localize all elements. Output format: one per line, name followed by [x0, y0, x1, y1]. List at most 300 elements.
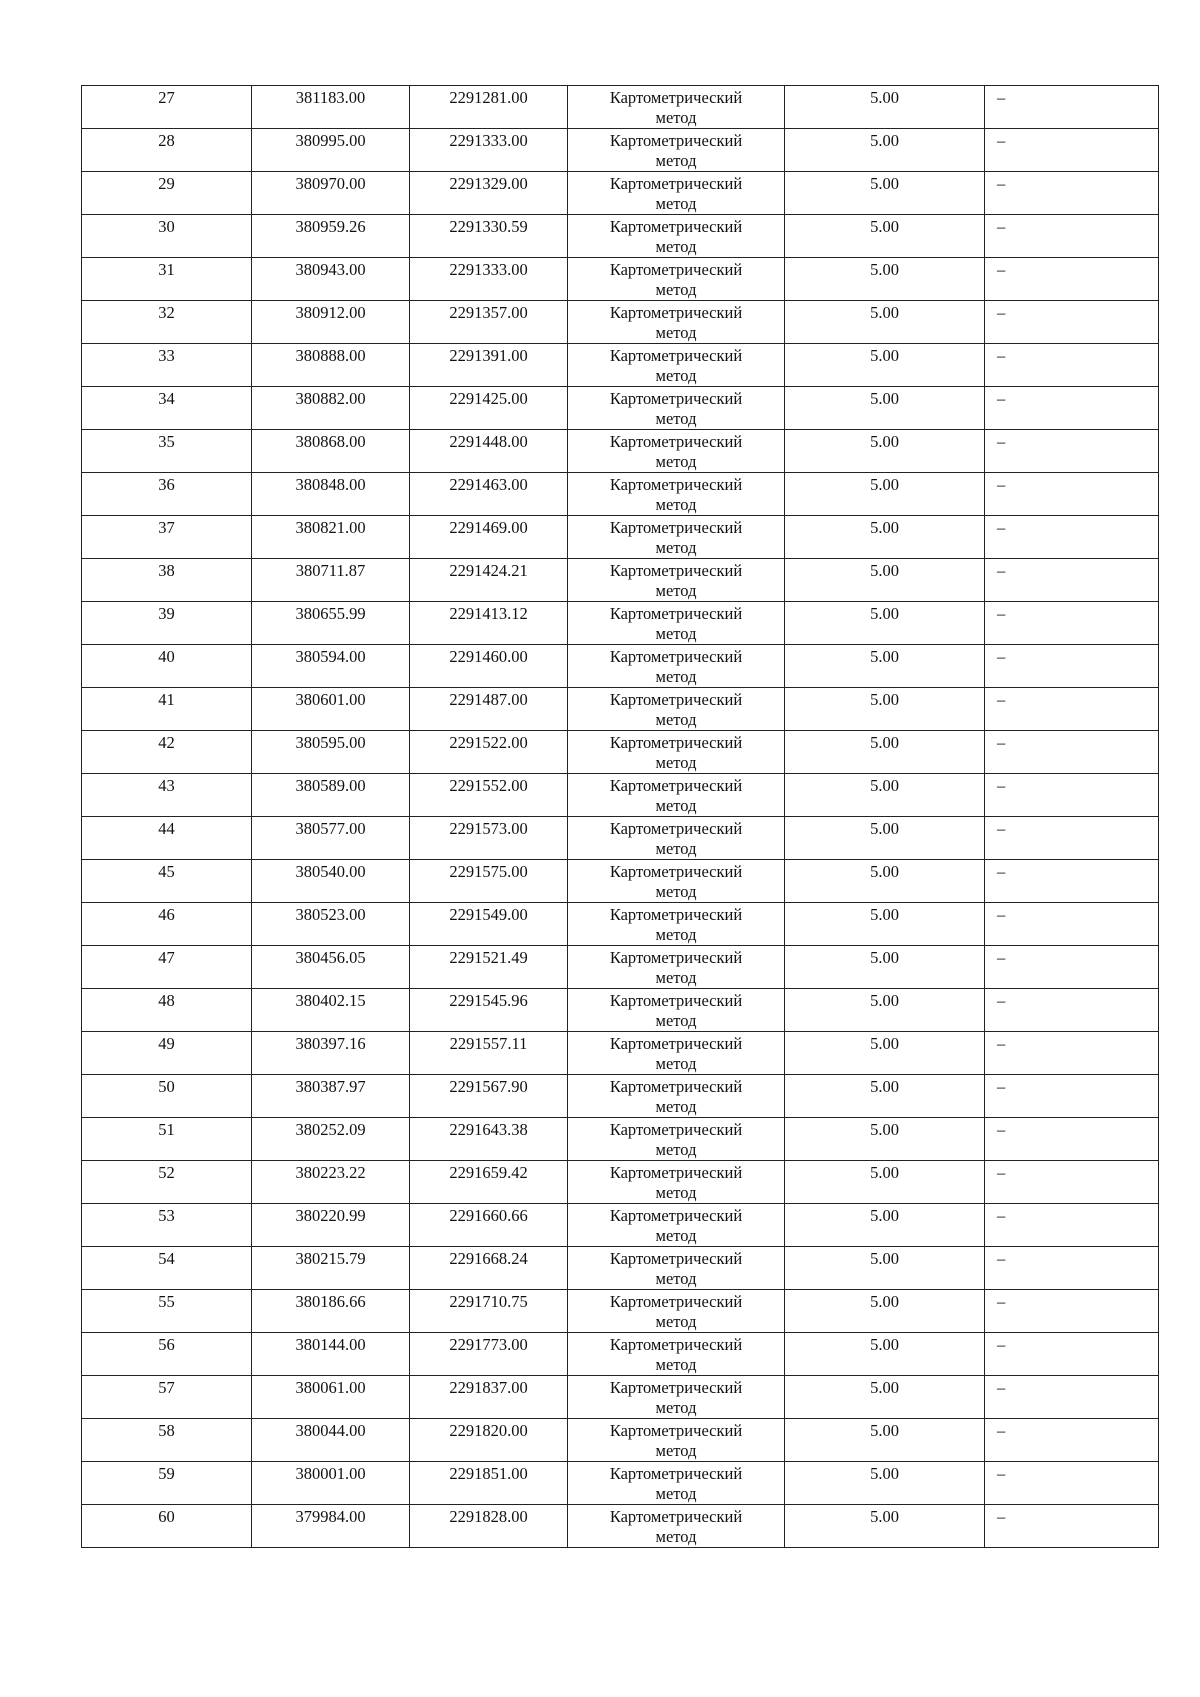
accuracy-cell	[785, 989, 985, 1032]
note-cell-value: –	[997, 991, 1006, 1010]
method-cell	[568, 559, 785, 602]
coord-x-cell-value: 380456.05	[295, 948, 366, 967]
coord-x-cell-value: 380223.22	[295, 1163, 366, 1182]
method-line: Картометрический	[609, 1507, 743, 1526]
accuracy-cell	[785, 1075, 985, 1118]
point-number-cell-value: 48	[158, 991, 175, 1010]
note-cell	[985, 516, 1159, 559]
coord-y-cell-value: 2291460.00	[449, 647, 528, 666]
coord-y-cell-value: 2291567.90	[449, 1077, 528, 1096]
coordinates-table	[81, 85, 1159, 1548]
method-line: метод	[655, 108, 697, 127]
method-cell	[568, 1376, 785, 1419]
coord-y-cell-value: 2291837.00	[449, 1378, 528, 1397]
accuracy-cell-value: 5.00	[870, 432, 899, 451]
method-cell	[568, 344, 785, 387]
method-line: Картометрический	[609, 647, 743, 666]
method-line: метод	[655, 194, 697, 213]
method-value	[568, 774, 784, 816]
coord-y-cell	[410, 817, 568, 860]
note-cell	[985, 1419, 1159, 1462]
note-cell	[985, 1075, 1159, 1118]
coord-y-cell	[410, 559, 568, 602]
coord-y-cell	[410, 688, 568, 731]
method-value	[568, 301, 784, 343]
point-number-cell-value: 33	[158, 346, 175, 365]
point-number-cell-value: 45	[158, 862, 175, 881]
coord-y-cell-value: 2291281.00	[449, 88, 528, 107]
coord-x-cell	[252, 430, 410, 473]
method-line: Картометрический	[609, 1421, 743, 1440]
method-value	[568, 430, 784, 472]
coord-y-cell	[410, 258, 568, 301]
method-value	[568, 387, 784, 429]
coord-y-cell	[410, 473, 568, 516]
coord-y-cell-value: 2291333.00	[449, 131, 528, 150]
method-cell	[568, 516, 785, 559]
accuracy-cell	[785, 86, 985, 129]
method-cell	[568, 860, 785, 903]
coord-x-cell-value: 380882.00	[295, 389, 366, 408]
note-cell	[985, 946, 1159, 989]
note-cell	[985, 903, 1159, 946]
method-line: Картометрический	[609, 561, 743, 580]
method-line: метод	[655, 495, 697, 514]
note-cell	[985, 1376, 1159, 1419]
note-cell-value: –	[997, 776, 1006, 795]
table-row	[82, 645, 1159, 688]
coord-x-cell-value: 380387.97	[295, 1077, 366, 1096]
coord-y-cell	[410, 946, 568, 989]
point-number-cell-value: 27	[158, 88, 175, 107]
note-cell-value: –	[997, 1421, 1006, 1440]
method-cell	[568, 215, 785, 258]
note-cell	[985, 129, 1159, 172]
note-cell	[985, 215, 1159, 258]
accuracy-cell	[785, 1376, 985, 1419]
accuracy-cell	[785, 1333, 985, 1376]
point-number-cell-value: 28	[158, 131, 175, 150]
table-row	[82, 989, 1159, 1032]
method-line: метод	[655, 882, 697, 901]
table-row	[82, 86, 1159, 129]
accuracy-cell	[785, 1505, 985, 1548]
note-cell-value: –	[997, 690, 1006, 709]
coord-y-cell	[410, 387, 568, 430]
accuracy-cell	[785, 1161, 985, 1204]
table-row	[82, 387, 1159, 430]
coord-y-cell	[410, 1161, 568, 1204]
method-line: Картометрический	[609, 1206, 743, 1225]
method-line: метод	[655, 581, 697, 600]
point-number-cell-value: 31	[158, 260, 175, 279]
coord-y-cell	[410, 1462, 568, 1505]
coord-y-cell-value: 2291659.42	[449, 1163, 528, 1182]
accuracy-cell	[785, 473, 985, 516]
coord-y-cell-value: 2291851.00	[449, 1464, 528, 1483]
accuracy-cell-value: 5.00	[870, 604, 899, 623]
method-line: метод	[655, 839, 697, 858]
accuracy-cell-value: 5.00	[870, 1464, 899, 1483]
accuracy-cell	[785, 817, 985, 860]
table-row	[82, 1462, 1159, 1505]
point-number-cell	[82, 1118, 252, 1161]
point-number-cell	[82, 129, 252, 172]
coord-x-cell-value: 380959.26	[295, 217, 366, 236]
method-value	[568, 602, 784, 644]
coord-x-cell	[252, 1161, 410, 1204]
method-line: метод	[655, 237, 697, 256]
method-line: Картометрический	[609, 389, 743, 408]
coord-x-cell-value: 380970.00	[295, 174, 366, 193]
note-cell	[985, 602, 1159, 645]
coord-x-cell	[252, 1376, 410, 1419]
note-cell-value: –	[997, 1335, 1006, 1354]
coord-y-cell-value: 2291545.96	[449, 991, 528, 1010]
note-cell-value: –	[997, 303, 1006, 322]
coord-x-cell	[252, 1333, 410, 1376]
coord-y-cell-value: 2291668.24	[449, 1249, 528, 1268]
accuracy-cell-value: 5.00	[870, 733, 899, 752]
accuracy-cell-value: 5.00	[870, 1378, 899, 1397]
table-row	[82, 688, 1159, 731]
method-line: метод	[655, 1226, 697, 1245]
coord-y-cell	[410, 903, 568, 946]
accuracy-cell-value: 5.00	[870, 1206, 899, 1225]
point-number-cell	[82, 1204, 252, 1247]
accuracy-cell-value: 5.00	[870, 303, 899, 322]
method-cell	[568, 1505, 785, 1548]
coord-x-cell	[252, 344, 410, 387]
coord-y-cell-value: 2291575.00	[449, 862, 528, 881]
coord-x-cell-value: 380848.00	[295, 475, 366, 494]
point-number-cell	[82, 387, 252, 430]
table-row	[82, 1247, 1159, 1290]
note-cell	[985, 1204, 1159, 1247]
accuracy-cell-value: 5.00	[870, 991, 899, 1010]
accuracy-cell	[785, 946, 985, 989]
method-value	[568, 86, 784, 128]
point-number-cell-value: 57	[158, 1378, 175, 1397]
note-cell-value: –	[997, 131, 1006, 150]
method-cell	[568, 1204, 785, 1247]
method-line: метод	[655, 366, 697, 385]
note-cell-value: –	[997, 819, 1006, 838]
method-value	[568, 473, 784, 515]
method-line: Картометрический	[609, 948, 743, 967]
accuracy-cell-value: 5.00	[870, 561, 899, 580]
accuracy-cell	[785, 1419, 985, 1462]
method-cell	[568, 602, 785, 645]
method-value	[568, 817, 784, 859]
coord-x-cell	[252, 946, 410, 989]
note-cell-value: –	[997, 561, 1006, 580]
note-cell	[985, 817, 1159, 860]
coord-x-cell-value: 380589.00	[295, 776, 366, 795]
coord-y-cell-value: 2291469.00	[449, 518, 528, 537]
method-cell	[568, 1290, 785, 1333]
table-row	[82, 301, 1159, 344]
note-cell-value: –	[997, 346, 1006, 365]
coord-x-cell-value: 380868.00	[295, 432, 366, 451]
method-value	[568, 172, 784, 214]
point-number-cell-value: 38	[158, 561, 175, 580]
note-cell	[985, 1505, 1159, 1548]
method-line: метод	[655, 1269, 697, 1288]
method-line: Картометрический	[609, 174, 743, 193]
coord-x-cell	[252, 1419, 410, 1462]
table-row	[82, 1075, 1159, 1118]
method-line: метод	[655, 280, 697, 299]
method-value	[568, 129, 784, 171]
coord-x-cell	[252, 387, 410, 430]
coord-y-cell-value: 2291391.00	[449, 346, 528, 365]
note-cell-value: –	[997, 1163, 1006, 1182]
method-cell	[568, 1032, 785, 1075]
point-number-cell	[82, 516, 252, 559]
point-number-cell	[82, 645, 252, 688]
note-cell-value: –	[997, 174, 1006, 193]
coord-y-cell	[410, 344, 568, 387]
accuracy-cell-value: 5.00	[870, 905, 899, 924]
method-cell	[568, 946, 785, 989]
table-row	[82, 731, 1159, 774]
coord-x-cell	[252, 1290, 410, 1333]
point-number-cell	[82, 1462, 252, 1505]
method-value	[568, 1247, 784, 1289]
coord-y-cell	[410, 215, 568, 258]
coord-x-cell-value: 380577.00	[295, 819, 366, 838]
method-value	[568, 1075, 784, 1117]
method-line: метод	[655, 1183, 697, 1202]
coord-y-cell	[410, 172, 568, 215]
method-line: Картометрический	[609, 862, 743, 881]
accuracy-cell	[785, 1118, 985, 1161]
method-line: метод	[655, 1398, 697, 1417]
coord-x-cell	[252, 172, 410, 215]
table-row	[82, 1161, 1159, 1204]
accuracy-cell	[785, 602, 985, 645]
accuracy-cell-value: 5.00	[870, 389, 899, 408]
coord-y-cell	[410, 1290, 568, 1333]
note-cell-value: –	[997, 88, 1006, 107]
note-cell-value: –	[997, 905, 1006, 924]
method-value	[568, 215, 784, 257]
coord-y-cell	[410, 1075, 568, 1118]
method-cell	[568, 1118, 785, 1161]
method-cell	[568, 301, 785, 344]
coord-x-cell-value: 380995.00	[295, 131, 366, 150]
coord-y-cell-value: 2291448.00	[449, 432, 528, 451]
coord-x-cell	[252, 989, 410, 1032]
note-cell	[985, 1161, 1159, 1204]
method-cell	[568, 86, 785, 129]
note-cell	[985, 1032, 1159, 1075]
note-cell-value: –	[997, 260, 1006, 279]
accuracy-cell	[785, 344, 985, 387]
point-number-cell-value: 40	[158, 647, 175, 666]
note-cell-value: –	[997, 1206, 1006, 1225]
table-row	[82, 1505, 1159, 1548]
point-number-cell-value: 37	[158, 518, 175, 537]
table-row	[82, 903, 1159, 946]
note-cell	[985, 559, 1159, 602]
accuracy-cell-value: 5.00	[870, 260, 899, 279]
coord-y-cell	[410, 1032, 568, 1075]
note-cell-value: –	[997, 1249, 1006, 1268]
coord-y-cell-value: 2291425.00	[449, 389, 528, 408]
table-row	[82, 129, 1159, 172]
accuracy-cell-value: 5.00	[870, 88, 899, 107]
coord-x-cell	[252, 860, 410, 903]
method-line: Картометрический	[609, 260, 743, 279]
method-value	[568, 1290, 784, 1332]
method-line: Картометрический	[609, 1034, 743, 1053]
method-line: Картометрический	[609, 733, 743, 752]
point-number-cell-value: 60	[158, 1507, 175, 1526]
coord-x-cell-value: 380220.99	[295, 1206, 366, 1225]
coord-y-cell	[410, 1247, 568, 1290]
point-number-cell-value: 55	[158, 1292, 175, 1311]
method-cell	[568, 387, 785, 430]
method-cell	[568, 645, 785, 688]
method-line: метод	[655, 1054, 697, 1073]
coord-x-cell	[252, 301, 410, 344]
table-row	[82, 1032, 1159, 1075]
point-number-cell	[82, 301, 252, 344]
coord-x-cell-value: 380523.00	[295, 905, 366, 924]
coord-x-cell-value: 380540.00	[295, 862, 366, 881]
coord-y-cell-value: 2291552.00	[449, 776, 528, 795]
coord-x-cell-value: 380595.00	[295, 733, 366, 752]
method-line: метод	[655, 1140, 697, 1159]
point-number-cell-value: 46	[158, 905, 175, 924]
point-number-cell-value: 44	[158, 819, 175, 838]
note-cell	[985, 860, 1159, 903]
method-line: Картометрический	[609, 303, 743, 322]
method-line: Картометрический	[609, 1292, 743, 1311]
coord-y-cell-value: 2291660.66	[449, 1206, 528, 1225]
note-cell-value: –	[997, 733, 1006, 752]
point-number-cell-value: 59	[158, 1464, 175, 1483]
note-cell	[985, 430, 1159, 473]
accuracy-cell-value: 5.00	[870, 217, 899, 236]
accuracy-cell	[785, 774, 985, 817]
accuracy-cell	[785, 1247, 985, 1290]
point-number-cell	[82, 1247, 252, 1290]
point-number-cell-value: 30	[158, 217, 175, 236]
coord-y-cell	[410, 129, 568, 172]
note-cell-value: –	[997, 604, 1006, 623]
point-number-cell-value: 29	[158, 174, 175, 193]
coord-y-cell-value: 2291413.12	[449, 604, 528, 623]
method-line: метод	[655, 1097, 697, 1116]
coord-x-cell-value: 380252.09	[295, 1120, 366, 1139]
method-value	[568, 1204, 784, 1246]
point-number-cell	[82, 1376, 252, 1419]
table-row	[82, 1290, 1159, 1333]
accuracy-cell	[785, 172, 985, 215]
coord-y-cell-value: 2291357.00	[449, 303, 528, 322]
accuracy-cell-value: 5.00	[870, 1292, 899, 1311]
method-value	[568, 1032, 784, 1074]
table-row	[82, 817, 1159, 860]
coord-y-cell-value: 2291773.00	[449, 1335, 528, 1354]
method-value	[568, 645, 784, 687]
point-number-cell	[82, 215, 252, 258]
coord-y-cell-value: 2291820.00	[449, 1421, 528, 1440]
coord-y-cell	[410, 1505, 568, 1548]
note-cell-value: –	[997, 647, 1006, 666]
table-row	[82, 946, 1159, 989]
note-cell-value: –	[997, 1120, 1006, 1139]
coord-x-cell-value: 380943.00	[295, 260, 366, 279]
coord-y-cell	[410, 1118, 568, 1161]
point-number-cell	[82, 344, 252, 387]
coord-x-cell	[252, 903, 410, 946]
note-cell	[985, 473, 1159, 516]
method-line: Картометрический	[609, 1077, 743, 1096]
coord-x-cell	[252, 473, 410, 516]
point-number-cell	[82, 946, 252, 989]
accuracy-cell	[785, 258, 985, 301]
coord-x-cell	[252, 1204, 410, 1247]
method-cell	[568, 1462, 785, 1505]
coord-y-cell	[410, 731, 568, 774]
table-row	[82, 473, 1159, 516]
note-cell	[985, 387, 1159, 430]
coord-x-cell-value: 381183.00	[295, 88, 366, 107]
method-value	[568, 344, 784, 386]
method-line: метод	[655, 624, 697, 643]
point-number-cell-value: 51	[158, 1120, 175, 1139]
accuracy-cell	[785, 215, 985, 258]
accuracy-cell-value: 5.00	[870, 518, 899, 537]
coordinates-table-body	[82, 86, 1159, 1548]
coord-y-cell-value: 2291643.38	[449, 1120, 528, 1139]
coord-x-cell	[252, 559, 410, 602]
coord-x-cell-value: 380402.15	[295, 991, 366, 1010]
table-row	[82, 344, 1159, 387]
method-value	[568, 731, 784, 773]
coord-x-cell	[252, 1118, 410, 1161]
method-cell	[568, 731, 785, 774]
method-cell	[568, 473, 785, 516]
method-line: Картометрический	[609, 1249, 743, 1268]
coord-x-cell	[252, 774, 410, 817]
coord-y-cell	[410, 1376, 568, 1419]
method-cell	[568, 172, 785, 215]
method-line: метод	[655, 1441, 697, 1460]
accuracy-cell	[785, 387, 985, 430]
method-line: метод	[655, 1312, 697, 1331]
method-value	[568, 559, 784, 601]
coord-y-cell-value: 2291330.59	[449, 217, 528, 236]
table-row	[82, 774, 1159, 817]
coord-x-cell-value: 380912.00	[295, 303, 366, 322]
note-cell	[985, 645, 1159, 688]
method-line: Картометрический	[609, 1335, 743, 1354]
note-cell-value: –	[997, 518, 1006, 537]
coord-x-cell	[252, 1075, 410, 1118]
table-row	[82, 602, 1159, 645]
table-row	[82, 860, 1159, 903]
coord-x-cell	[252, 602, 410, 645]
method-cell	[568, 430, 785, 473]
coord-y-cell	[410, 860, 568, 903]
point-number-cell	[82, 430, 252, 473]
note-cell-value: –	[997, 1378, 1006, 1397]
